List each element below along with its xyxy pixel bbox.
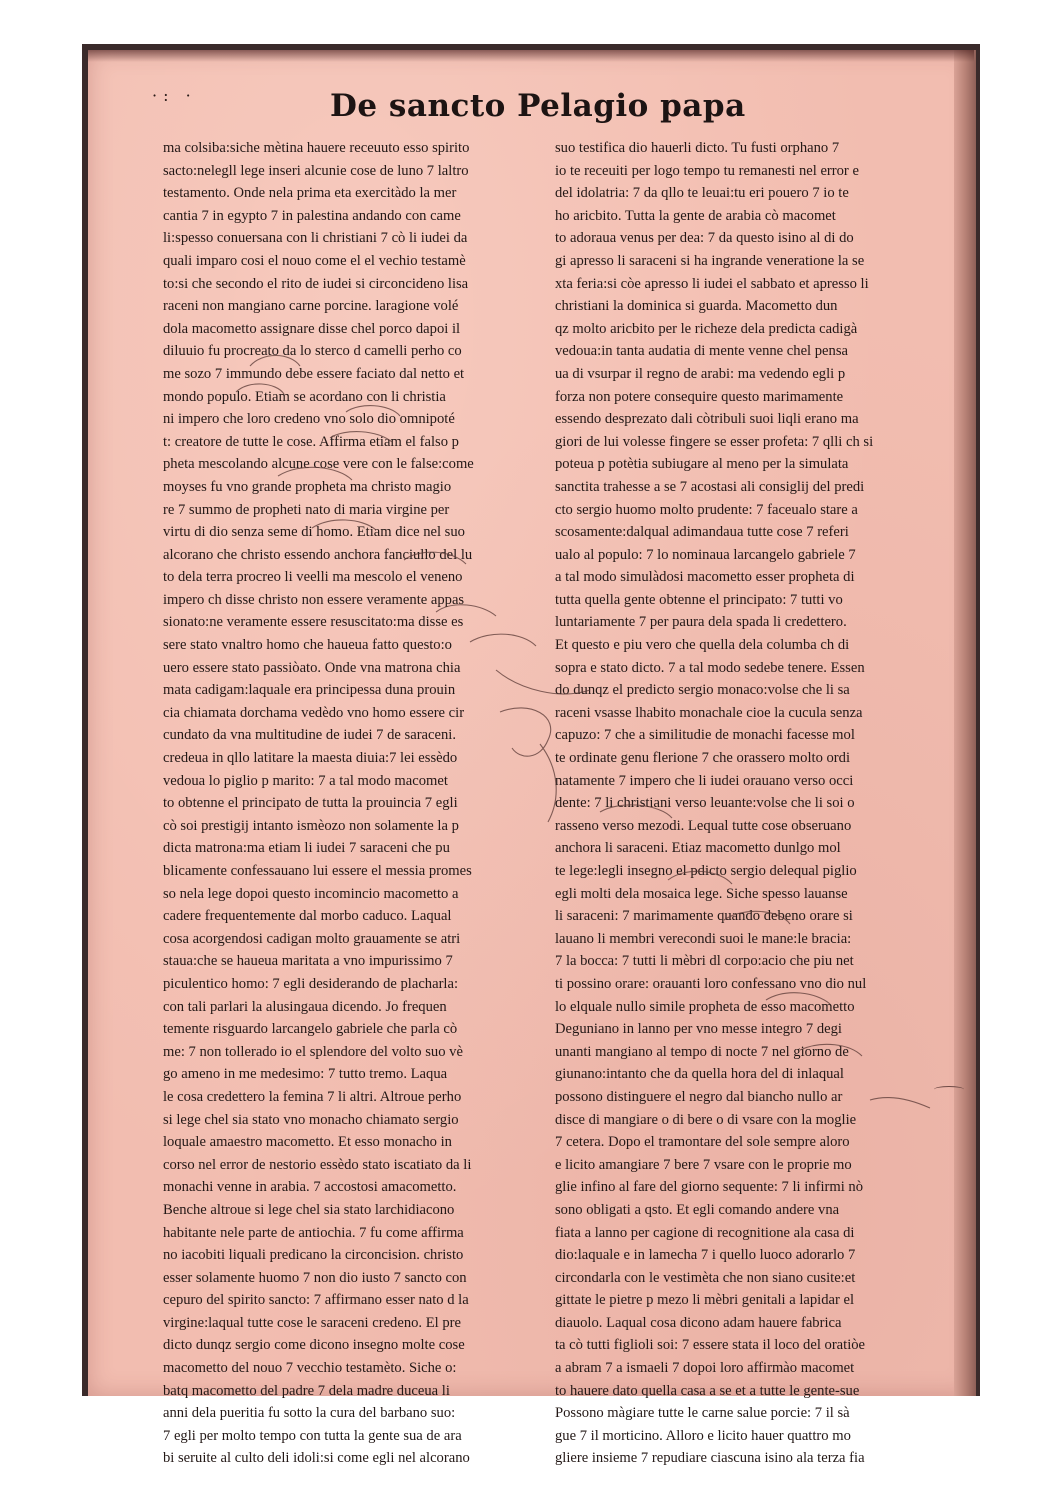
left-column-text-line: me sozo 7 immundo debe essere faciato dal netto et bbox=[163, 365, 465, 382]
left-column-text-line: anni dela pueritia fu sotto la cura del barbano suo: bbox=[163, 1405, 456, 1422]
left-column-text-line: testamento. Onde nela prima eta exercitàdo la mer bbox=[163, 185, 457, 202]
left-column-text-line: esser solamente huomo 7 non dio iusto 7 sancto con bbox=[163, 1269, 467, 1286]
binding-edge bbox=[954, 50, 976, 1396]
right-column-text-line: natamente 7 impero che li iudei orauano verso occi bbox=[555, 772, 854, 789]
left-column-text-line: monachi venne in arabia. 7 accostosi amacometto. bbox=[163, 1179, 457, 1196]
right-column-text-line: raceni vsasse lhabito monachale cioe la cucula senza bbox=[555, 704, 863, 721]
right-column-text-line: do dunqz el predicto sergio monaco:volse che li sa bbox=[555, 682, 850, 699]
right-column-text-line: sanctita trahesse a se 7 acostasi ali consiglij del predi bbox=[555, 478, 865, 495]
left-column-text-line: cepuro del spirito sancto: 7 affirmano esser nato d la bbox=[163, 1292, 469, 1309]
right-column-text-line: poteua p potètia subiugare al meno per la simulata bbox=[555, 456, 849, 473]
left-column-text-line: dola macometto assignare disse chel porco dapoi il bbox=[163, 320, 461, 337]
left-column-text-line: ni impero che loro credeno vno solo dio omnipoté bbox=[163, 411, 455, 428]
left-column-text-line: to dela terra procreo li veelli ma mescolo el veneno bbox=[163, 569, 463, 586]
left-column-text-line: cosa acorgendosi cadigan molto grauamente se atri bbox=[163, 930, 461, 947]
margin-annotation-mark bbox=[934, 1086, 964, 1093]
left-column-text-line: go ameno in me medesimo: 7 tutto tremo. Laqua bbox=[163, 1066, 448, 1083]
left-column-text-line: temente risguardo larcangelo gabriele che parla cò bbox=[163, 1021, 458, 1038]
right-column-text-line: forza non potere consequire questo marimamente bbox=[555, 388, 844, 405]
right-column-text-line: gittate le pietre p mezo li mèbri genitali a lapidar el bbox=[555, 1292, 855, 1309]
left-column-text-line: me: 7 non tollerado io el splendore del volto suo vè bbox=[163, 1043, 463, 1060]
right-column-text-line: Deguniano in lanno per vno messe integro 7 degi bbox=[555, 1021, 842, 1038]
right-column-text-line: vedoua:in tanta audatia di mente venne chel pensa bbox=[555, 343, 848, 360]
right-column-text-line: ta cò tutti figlioli soi: 7 essere stata il loco del oratiòe bbox=[555, 1337, 866, 1354]
right-column-text-line: Et questo e piu vero che quella dela columba ch di bbox=[555, 637, 850, 654]
right-column-text-line: qz molto aricbito per le richeze dela predicta cadigà bbox=[555, 320, 858, 337]
left-column-text-line: li:spesso conuersana con li christiani 7 cò li iudei da bbox=[163, 230, 468, 247]
left-column-text-line: no iacobiti liquali predicano la circoncision. christo bbox=[163, 1247, 464, 1264]
left-column-text-line: habitante nele parte de antiochia. 7 fu come affirma bbox=[163, 1224, 464, 1241]
right-column-text-line: to adoraua venus per dea: 7 da questo isino al di do bbox=[555, 230, 854, 247]
left-column-text-line: ma colsiba:siche mètina hauere receuuto esso spirito bbox=[163, 140, 470, 156]
right-column-text-line: unanti mangiano al tempo di nocte 7 nel giorno de bbox=[555, 1043, 849, 1060]
right-column-text-line: scosamente:dalqual adimandaua tutte cose 7 referi bbox=[555, 524, 849, 541]
left-text-column bbox=[163, 137, 533, 1470]
left-column-text-line: sere stato vnaltro homo che haueua fatto questo:o bbox=[163, 637, 452, 654]
left-column-text-line: cundato da vna multitudine de iudei 7 de saraceni. bbox=[163, 727, 456, 744]
left-column-text-line: virgine:laqual tutte cose le saraceni credeno. El pre bbox=[163, 1314, 461, 1331]
left-column-text-line: loquale amaestro macometto. Et esso monacho in bbox=[163, 1134, 452, 1151]
right-column-text-line: circondarla con le vestimèta che non siano cusite:et bbox=[555, 1269, 856, 1286]
left-column-text-line: to:si che secondo el rito de iudei si circoncideno lisa bbox=[163, 275, 469, 292]
left-column-text-line: alcorano che christo essendo anchora fanciullo del lu bbox=[163, 546, 473, 563]
right-column-text-line: xta feria:si còe apresso li iudei el sabbato et apresso li bbox=[555, 275, 869, 292]
right-column-text-line: cto sergio huomo molto prudente: 7 faceualo stare a bbox=[555, 501, 858, 518]
right-column-text-line: te ordinate genu flerione 7 che orassero molto ordi bbox=[555, 750, 851, 767]
right-column-text-line: dente: 7 li christiani verso leuante:volse che li soi o bbox=[555, 795, 855, 812]
left-column-text-line: cadere frequentemente dal morbo caduco. Laqual bbox=[163, 908, 452, 925]
left-column-text-line: sacto:nelegll lege inseri alcunie cose de luno 7 laltro bbox=[163, 162, 469, 179]
right-column-text-line: christiani la dominica si guarda. Macometto dun bbox=[555, 298, 838, 315]
right-column-text-line: diauolo. Laqual cosa dicono adam hauere fabrica bbox=[555, 1314, 842, 1331]
right-column-text-line: rasseno verso mezodi. Lequal tutte cose obseruano bbox=[555, 817, 852, 834]
left-column-text-line: vedoua lo piglio p marito: 7 a tal modo macomet bbox=[163, 772, 448, 789]
right-column-text-line: giunano:intanto che da quella hora del di inlaqual bbox=[555, 1066, 844, 1083]
left-column-text-line: cia chiamata dorchama vedèdo vno homo essere cir bbox=[163, 704, 465, 721]
left-column-text-line: virtu di dio senza seme di homo. Etiam dice nel suo bbox=[163, 524, 465, 541]
right-column-text-line: fiata a lanno per cagione di recognitione ala casa di bbox=[555, 1224, 855, 1241]
left-column-text-line: mondo populo. Etiam se acordano con li christia bbox=[163, 388, 446, 405]
left-column-text-line: batq macometto del padre 7 dela madre duceua li bbox=[163, 1382, 450, 1399]
right-column-text-line: capuzo: 7 che a similitudie de monachi facesse mol bbox=[555, 727, 855, 744]
left-column-text-line: blicamente confessauano lui essere el messia promes bbox=[163, 863, 472, 879]
right-column-text-line: egli molti dela mosaica lege. Siche spesso lauanse bbox=[555, 885, 848, 902]
right-column-text-line: ua di vsurpar il regno de arabi: ma vedendo egli p bbox=[555, 365, 846, 382]
right-column-text-line: ti possino orare: orauanti loro confessano vno dio nul bbox=[555, 975, 867, 992]
left-column-text-line: 7 egli per molto tempo con tutta la gente sua de ara bbox=[163, 1427, 462, 1444]
right-column-text-line: suo testifica dio hauerli dicto. Tu fusti orphano 7 bbox=[555, 140, 840, 156]
left-column-text-line: le cosa credettero la femina 7 li altri. Altroue perho bbox=[163, 1088, 462, 1105]
right-column-text-line: 7 cetera. Dopo el tramontare del sole sempre aloro bbox=[555, 1134, 850, 1151]
left-column-text-line: quali imparo cosi el nouo come el el vechio testamè bbox=[163, 252, 466, 269]
left-column-text-line: mata cadigam:laquale era principessa duna prouin bbox=[163, 682, 456, 699]
right-column-text-line: Possono màgiare tutte le carne salue porcie: 7 il sà bbox=[555, 1405, 850, 1422]
right-column-text-line: io te receuiti per logo tempo tu remanesti nel error e bbox=[555, 162, 859, 179]
left-column-text-line: macometto del nouo 7 vecchio testamèto. Siche o: bbox=[163, 1360, 457, 1377]
left-column-text-line: sionato:ne veramente essere resuscitato:ma disse es bbox=[163, 614, 464, 631]
left-column-text-line: re 7 summo de propheti nato di maria virgine per bbox=[163, 501, 450, 518]
right-column-text-line: gliere insieme 7 repudiare ciascuna isino ala terza fia bbox=[555, 1450, 865, 1467]
left-column-text-line: t: creatore de tutte le cose. Affirma etiam el falso p bbox=[163, 433, 459, 450]
right-column-text-line: to hauere dato quella casa a se et a tutte le gente-sue bbox=[555, 1382, 860, 1399]
left-column-text-line: pheta mescolando alcune cose vere con le false:come bbox=[163, 456, 474, 473]
left-column-text-line: cantia 7 in egypto 7 in palestina andando con came bbox=[163, 207, 461, 224]
right-column-text-line: 7 la bocca: 7 tutti li mèbri dl corpo:acio che piu net bbox=[555, 953, 854, 970]
right-column-text-line: gue 7 il morticino. Alloro e licito hauer quattro mo bbox=[555, 1427, 851, 1444]
left-column-text-line: so nela lege dopoi questo incomincio macometto a bbox=[163, 885, 459, 902]
right-column-text-line: sono obligati a qsto. Et egli comando andere vna bbox=[555, 1201, 840, 1218]
left-column-text-line: impero ch disse christo non essere veramente appas bbox=[163, 591, 465, 608]
right-column-text-line: disce di mangiare o di bere o di vsare con la moglie bbox=[555, 1111, 857, 1128]
right-column-text-line: possono distinguere el negro dal biancho nullo ar bbox=[555, 1088, 843, 1105]
right-column-text-line: gi apresso li saraceni si ha ingrande veneratione la se bbox=[555, 252, 865, 269]
left-column-text-line: corso nel error de nestorio essèdo stato iscatiato da li bbox=[163, 1156, 472, 1173]
left-column-text-line: bi seruite al culto deli idoli:si come egli nel alcorano bbox=[163, 1450, 470, 1467]
right-text-column bbox=[555, 137, 927, 1470]
left-column-text-line: si lege chel sia stato vno monacho chiamato sergio bbox=[163, 1111, 459, 1128]
right-column-text-line: glie infino al fare del giorno sequente: 7 li infirmi nò bbox=[555, 1179, 864, 1196]
right-column-text-line: ualo al populo: 7 lo nominaua larcangelo gabriele 7 bbox=[555, 546, 856, 563]
margin-marks: ·: · bbox=[152, 86, 197, 105]
right-column-text-line: lauano li membri verecondi suoi le mane:le bracia: bbox=[555, 930, 852, 947]
right-column-text-line: tutta quella gente obtenne el principato: 7 tutti vo bbox=[555, 591, 843, 608]
left-column-text-line: piculentico homo: 7 egli desiderando de placharla: bbox=[163, 975, 459, 992]
right-column-text-line: sopra e stato dicto. 7 a tal modo sedebe tenere. Essen bbox=[555, 659, 865, 676]
right-column-text-line: e licito amangiare 7 bere 7 vsare con le proprie mo bbox=[555, 1156, 852, 1173]
left-column-text-line: diluuio fu procreato da lo sterco d camelli perho co bbox=[163, 343, 462, 360]
page-top-shadow bbox=[88, 50, 974, 62]
left-column-text-line: moyses fu vno grande propheta ma christo magio bbox=[163, 478, 452, 495]
right-column-text-line: a tal modo simulàdosi macometto esser propheta di bbox=[555, 569, 855, 586]
left-column-text-line: dicto dunqz sergio come dicono insegno molte cose bbox=[163, 1337, 465, 1354]
right-column-text-line: a abram 7 a ismaeli 7 dopoi loro affirmào macomet bbox=[555, 1360, 855, 1377]
right-column-text-line: del idolatria: 7 da qllo te leuai:tu eri pouero 7 io te bbox=[555, 185, 849, 202]
right-column-text-line: ho aricbito. Tutta la gente de arabia cò macomet bbox=[555, 207, 836, 224]
running-head: De sancto Pelagio papa bbox=[330, 88, 746, 124]
left-column-text-line: uero essere stato passiòato. Onde vna matrona chia bbox=[163, 659, 461, 676]
left-column-text-line: to obtenne el principato de tutta la prouincia 7 egli bbox=[163, 795, 458, 812]
left-column-text-line: raceni non mangiano carne porcine. laragione volé bbox=[163, 298, 459, 315]
right-column-text-line: lo elquale nullo simile propheta de esso macometto bbox=[555, 998, 855, 1015]
right-column-text-line: te lege:legli insegno el pdicto sergio delequal piglio bbox=[555, 863, 857, 879]
left-column-text-line: cò soi prestigij intanto ismèozo non solamente la p bbox=[163, 817, 459, 834]
left-column-text-line: Benche altroue si lege chel sia stato larchidiacono bbox=[163, 1201, 455, 1218]
right-column-text-line: luntariamente 7 per paura dela spada li credettero. bbox=[555, 614, 847, 631]
left-column-text-line: dicta matrona:ma etiam li iudei 7 saraceni che pu bbox=[163, 840, 450, 857]
right-column-text-line: li saraceni: 7 marimamente quando debeno orare si bbox=[555, 908, 853, 925]
left-column-text-line: credeua in qllo latitare la maesta diuia:7 lei essèdo bbox=[163, 750, 458, 767]
left-column-text-line: staua:che se haueua maritata a vno impurissimo 7 bbox=[163, 953, 453, 970]
right-column-text-line: anchora li saraceni. Etiaz macometto dunlgo mol bbox=[555, 840, 841, 857]
right-column-text-line: essendo desprezato dali còtribuli suoi liqli erano ma bbox=[555, 411, 859, 428]
right-column-text-line: dio:laquale e in lamecha 7 i quello luoco adorarlo 7 bbox=[555, 1247, 856, 1264]
left-column-text-line: con tali parlari la alusingaua dicendo. Jo frequen bbox=[163, 998, 447, 1015]
right-column-text-line: giori de lui volesse fingere se esser profeta: 7 qlli ch si bbox=[555, 433, 874, 450]
